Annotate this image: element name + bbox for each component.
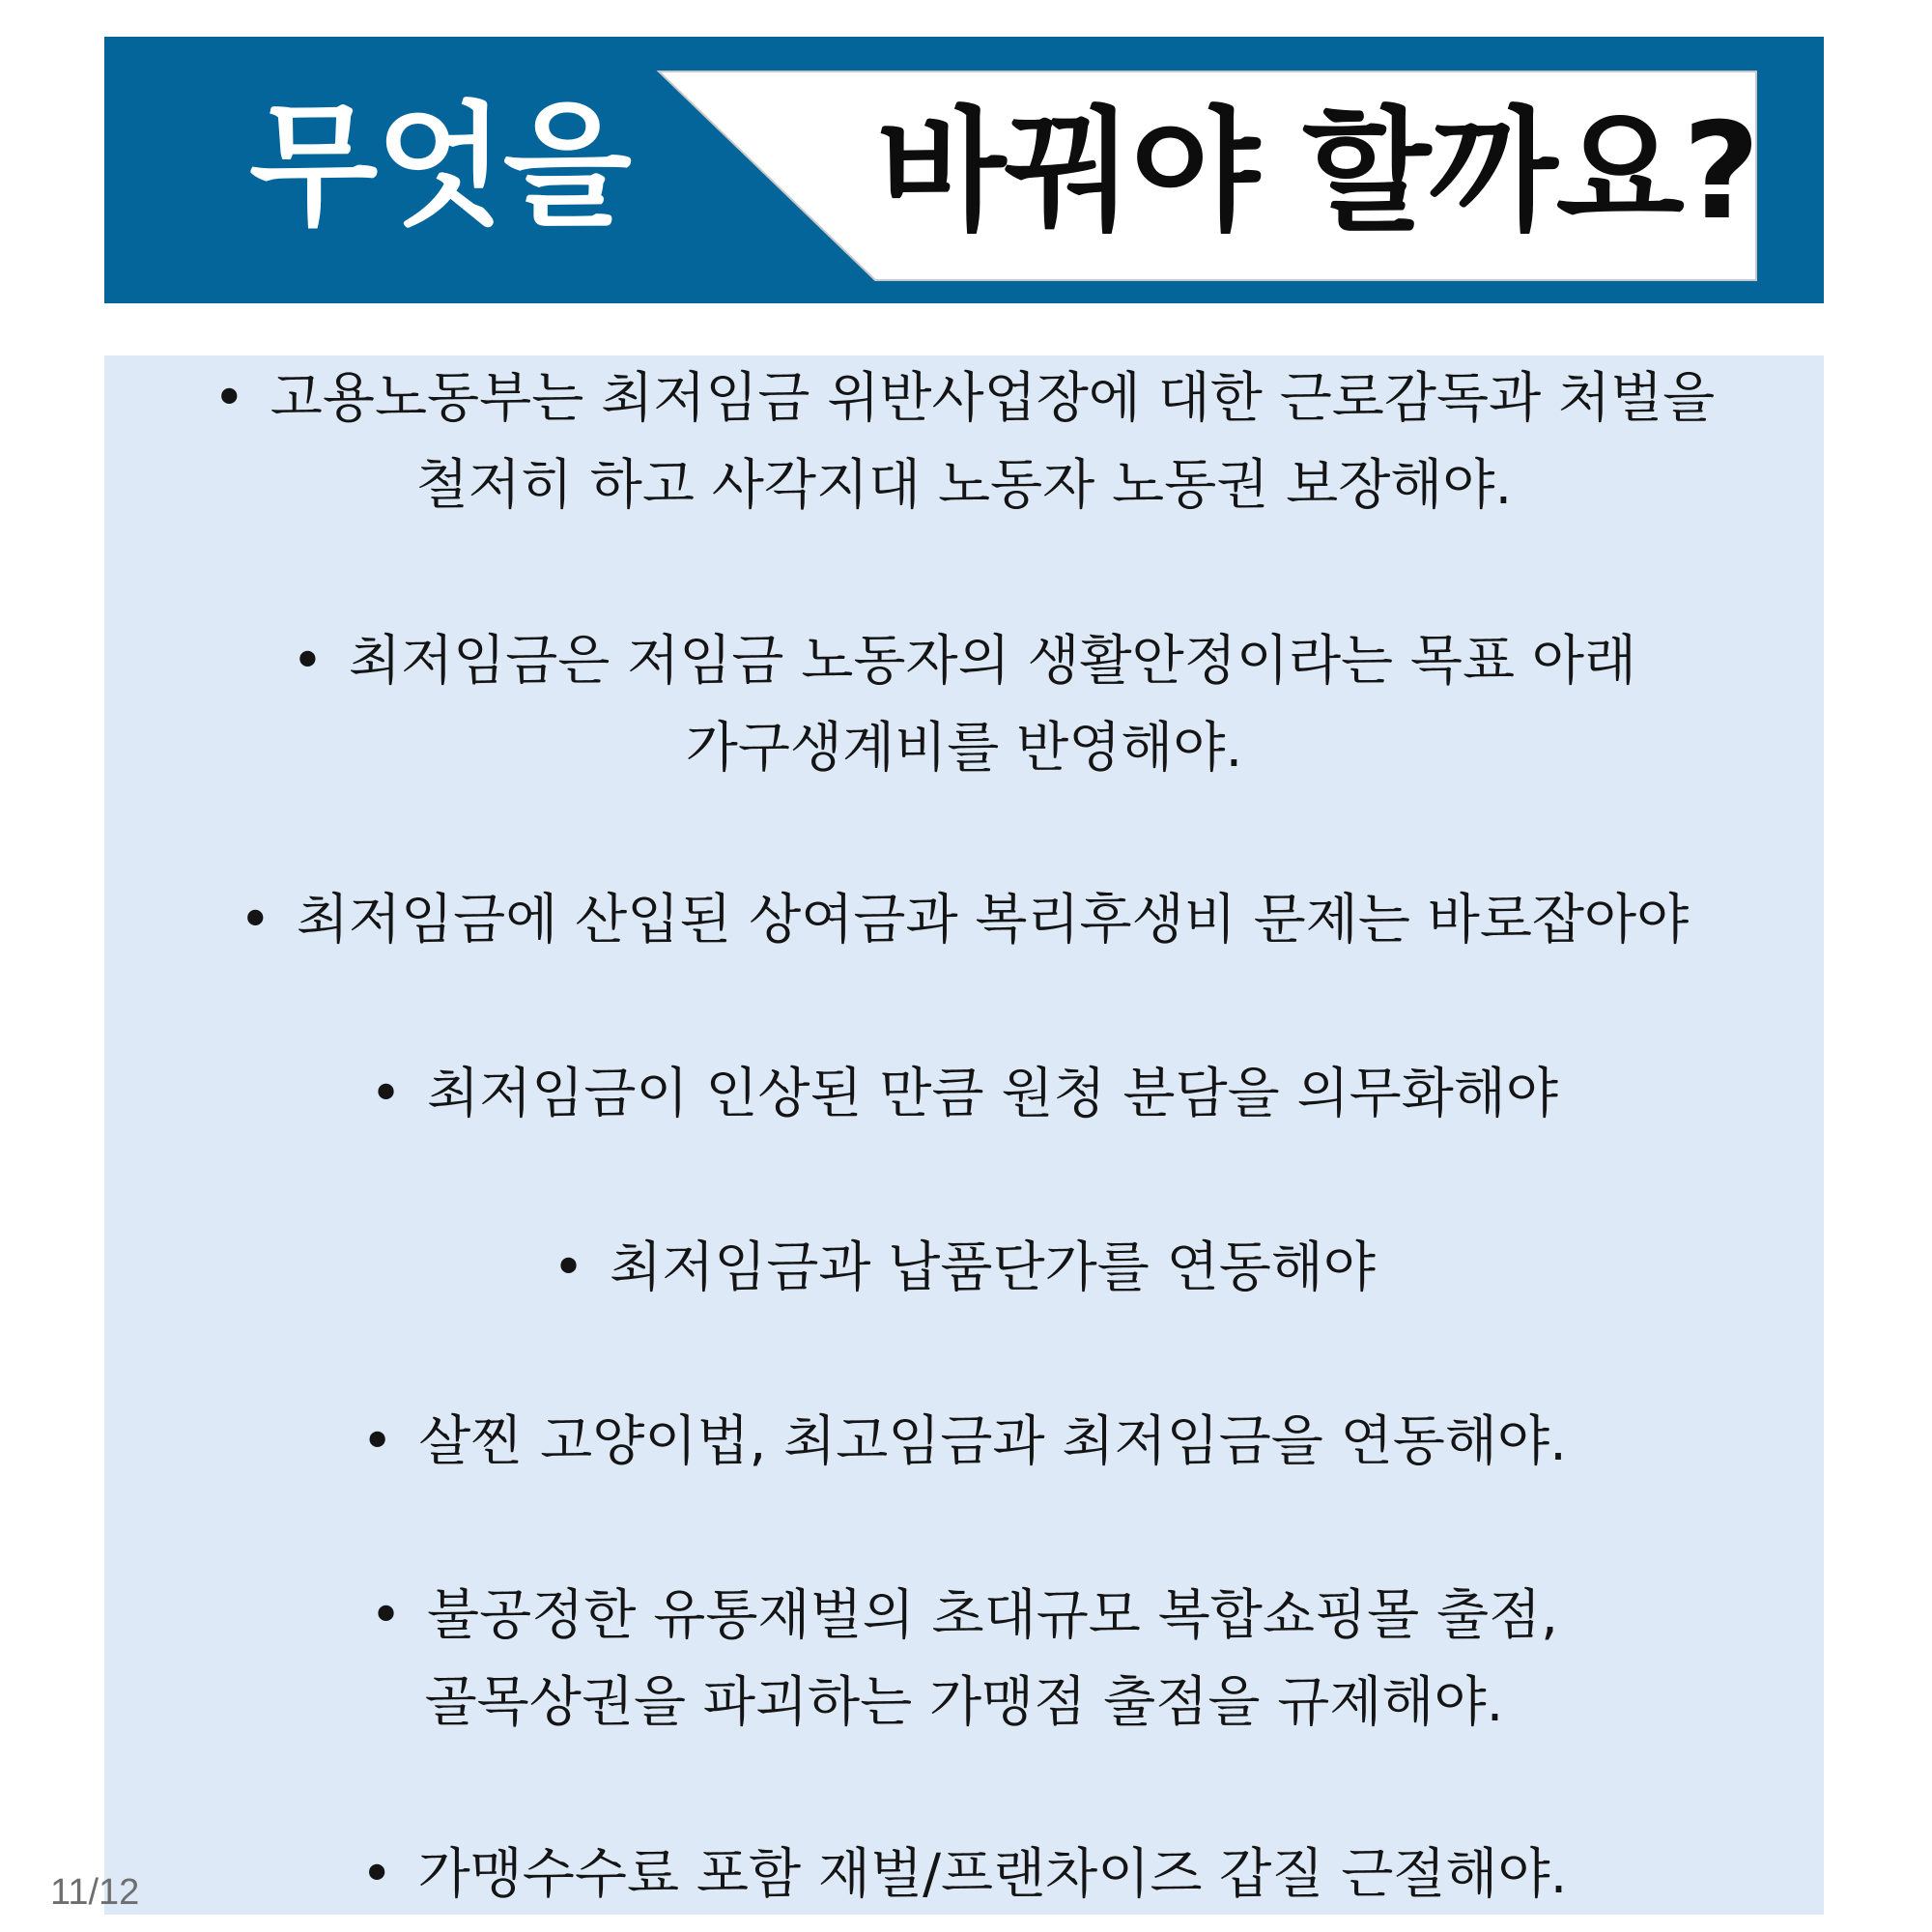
bullet-icon: •	[370, 1584, 403, 1647]
title-left: 무엇을	[249, 89, 630, 244]
title-right: 바꿔야 할까요?	[877, 94, 1758, 249]
list-item-line	[104, 1573, 1824, 1660]
list-item-text: 고용노동부는 최저임금 위반사업장에 대한 근로감독과 처벌을	[270, 367, 1716, 430]
list-item-text: 최저임금과 납품단가를 연동해야	[610, 1236, 1376, 1299]
list-item-line	[104, 705, 1824, 792]
list-item-line	[104, 1660, 1824, 1747]
list-item-line	[104, 1225, 1824, 1312]
list-item-line	[104, 355, 1824, 442]
list-item	[104, 1573, 1824, 1747]
list-item	[104, 1225, 1824, 1312]
list-item-text: 최저임금이 인상된 만큼 원청 분담을 의무화해야	[427, 1063, 1558, 1125]
list-item-text: 불공정한 유통재벌의 초대규모 복합쇼핑몰 출점,	[427, 1584, 1558, 1647]
list-item-line	[104, 1051, 1824, 1138]
list-item	[104, 355, 1824, 529]
list-item	[104, 1399, 1824, 1486]
list-item-text: 가구생계비를 반영해야.	[685, 717, 1243, 780]
bullet-icon: •	[239, 889, 271, 952]
list-item-text: 골목상권을 파괴하는 가맹점 출점을 규제해야.	[424, 1671, 1504, 1734]
list-item-text: 가맹수수료 포함 재벌/프랜차이즈 갑질 근절해야.	[417, 1843, 1568, 1906]
list-item-text: 철저히 하고 사각지대 노동자 노동권 보장해야.	[415, 454, 1513, 517]
list-item	[104, 1832, 1824, 1918]
list-item-line	[104, 1832, 1824, 1918]
list-item-text: 최저임금은 저임금 노동자의 생활안정이라는 목표 아래	[348, 630, 1637, 693]
bullet-icon: •	[213, 367, 245, 430]
title-banner	[104, 37, 1824, 303]
list-item-line	[104, 1399, 1824, 1486]
bullet-icon: •	[370, 1063, 403, 1125]
list-item	[104, 877, 1824, 964]
bullet-icon: •	[553, 1236, 585, 1299]
bullet-icon: •	[291, 630, 324, 693]
content-panel	[104, 355, 1824, 1915]
list-item	[104, 618, 1824, 792]
bullet-icon: •	[361, 1410, 394, 1473]
bullet-icon: •	[360, 1843, 393, 1906]
list-item	[104, 1051, 1824, 1138]
list-item-text: 살찐 고양이법, 최고임금과 최저임금을 연동해야.	[418, 1410, 1567, 1473]
page-counter: 11/12	[50, 1872, 140, 1913]
list-item-line	[104, 618, 1824, 705]
list-item-line	[104, 442, 1824, 529]
list-item-line	[104, 877, 1824, 964]
list-item-text: 최저임금에 산입된 상여금과 복리후생비 문제는 바로잡아야	[296, 889, 1690, 952]
